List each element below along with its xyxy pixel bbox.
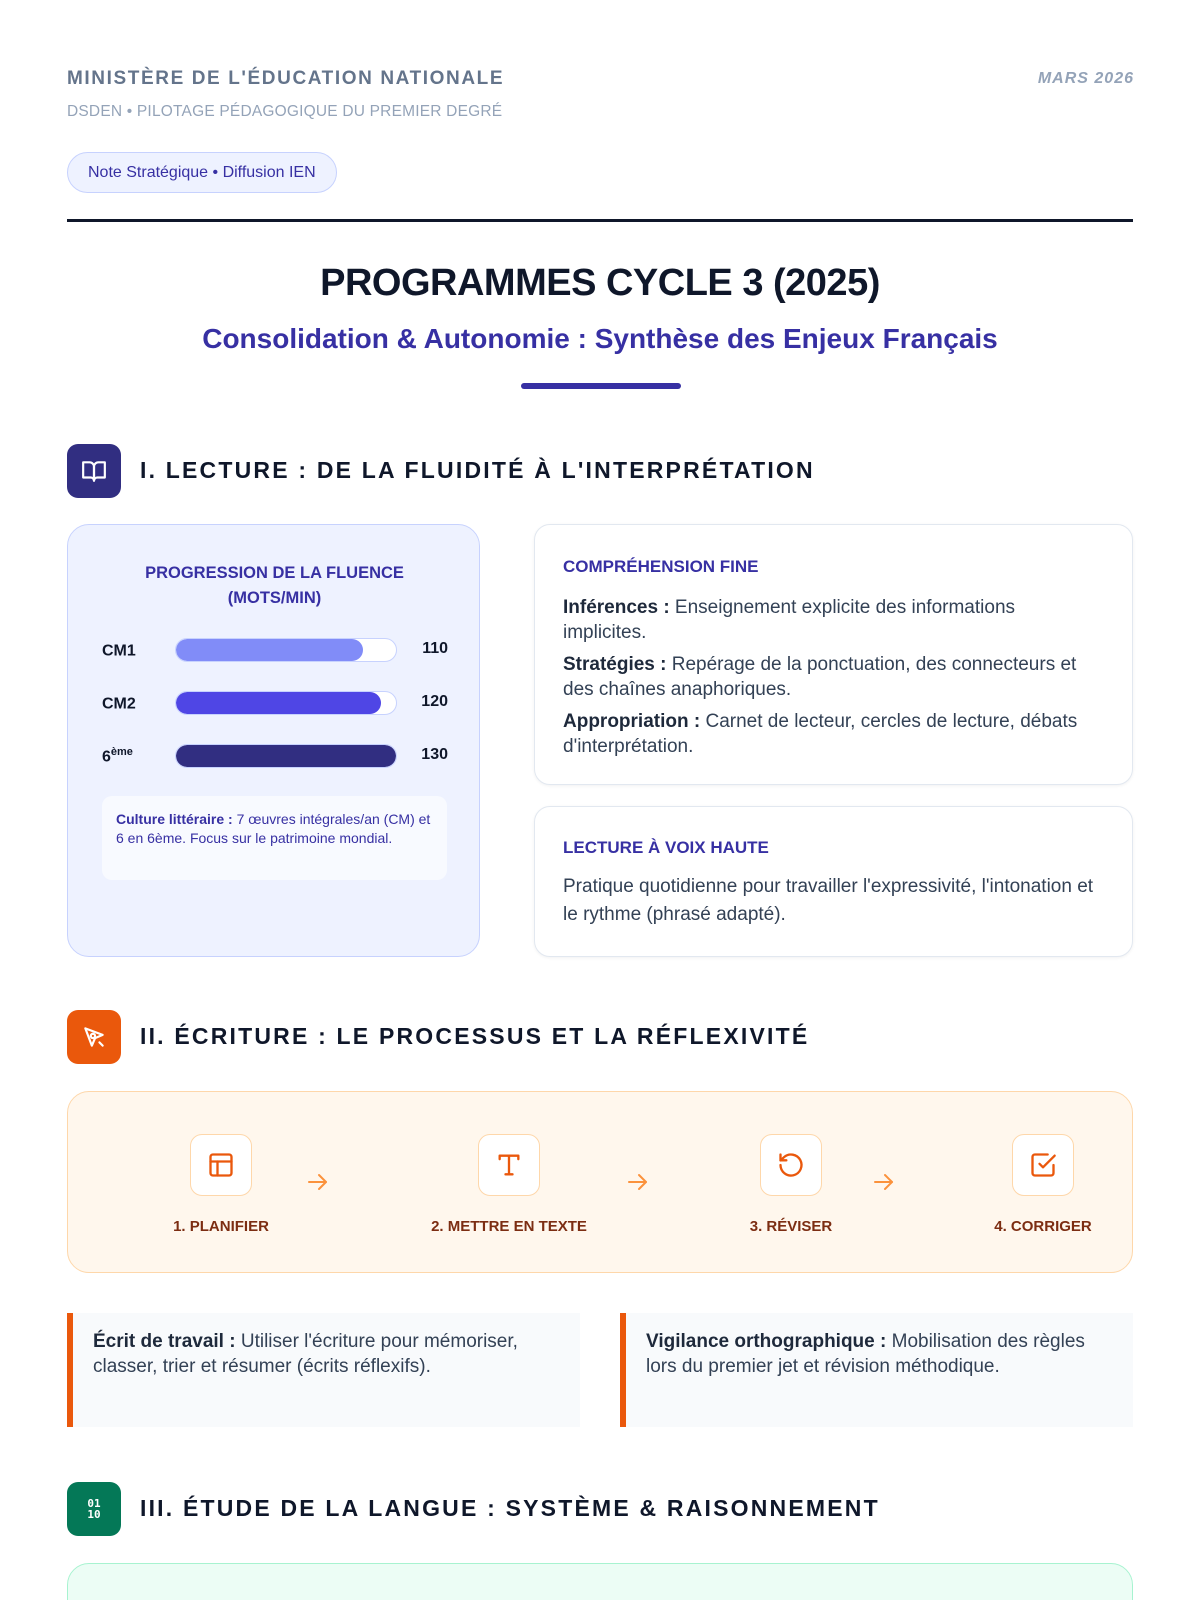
- langue-card: [67, 1563, 1133, 1600]
- comprehension-item: Stratégies : Repérage de la ponctuation, des connecteurs et des chaînes anaphoriques.: [563, 654, 1077, 700]
- comprehension-card: [534, 524, 1133, 785]
- page-subtitle: Consolidation & Autonomie : Synthèse des Enjeux Français: [202, 323, 998, 354]
- pen-tool-icon: [67, 1010, 121, 1064]
- arrow-right-icon: [872, 1172, 896, 1192]
- check-square-icon: [1012, 1134, 1074, 1196]
- book-icon: [67, 444, 121, 498]
- document-date: MARS 2026: [1037, 70, 1134, 87]
- bar-fill: [176, 692, 381, 714]
- ministry-name: MINISTÈRE DE L'ÉDUCATION NATIONALE: [67, 68, 505, 89]
- culture-text: 7 œuvres intégrales/an (CM) et 6 en 6ème. Focus sur le patrimoine mondial.: [116, 811, 431, 846]
- bar-fill: [176, 745, 396, 767]
- bar-track: [175, 691, 397, 715]
- title-underline: [521, 383, 681, 389]
- section-langue-title: III. ÉTUDE DE LA LANGUE : SYSTÈME & RAISONNEMENT: [140, 1495, 880, 1521]
- bar-value: 130: [421, 746, 448, 763]
- step-label: 4. CORRIGER: [994, 1218, 1092, 1235]
- layout-icon: [190, 1134, 252, 1196]
- comprehension-item: Appropriation : Carnet de lecteur, cercles de lecture, débats d'interprétation.: [563, 711, 1078, 757]
- comprehension-title: COMPRÉHENSION FINE: [563, 557, 759, 576]
- callout-vigilance: Vigilance orthographique : Mobilisation des règles lors du premier jet et révision méthodique.: [620, 1313, 1133, 1427]
- fluence-title-line2: (MOTS/MIN): [227, 589, 322, 607]
- fluence-card: [67, 524, 480, 957]
- bar-label: 6ème: [102, 746, 133, 766]
- fluence-row-cm2: [102, 688, 448, 718]
- voix-haute-title: LECTURE À VOIX HAUTE: [563, 838, 769, 857]
- bar-fill: [176, 639, 363, 661]
- section-lecture-title: I. LECTURE : DE LA FLUIDITÉ À L'INTERPRÉTATION: [140, 457, 815, 483]
- page-title: PROGRAMMES CYCLE 3 (2025): [320, 262, 880, 304]
- bar-value: 110: [422, 640, 448, 657]
- header-divider: [67, 219, 1133, 222]
- arrow-right-icon: [306, 1172, 330, 1192]
- department-line: DSDEN • PILOTAGE PÉDAGOGIQUE DU PREMIER DEGRÉ: [67, 103, 503, 120]
- bar-track: [175, 638, 397, 662]
- diffusion-badge: Note Stratégique • Diffusion IEN: [67, 152, 337, 193]
- bar-value: 120: [421, 693, 448, 710]
- binary-icon-text: 01 10: [87, 1497, 101, 1521]
- fluence-title-line1: PROGRESSION DE LA FLUENCE: [145, 564, 404, 582]
- culture-litteraire-note: [102, 796, 447, 880]
- type-icon: [478, 1134, 540, 1196]
- fluence-row-cm1: [102, 635, 448, 665]
- writing-process-panel: [67, 1091, 1133, 1273]
- bar-label: CM1: [102, 642, 136, 660]
- fluence-chart-title: [68, 561, 481, 611]
- bar-label: CM2: [102, 695, 136, 713]
- comprehension-item: Inférences : Enseignement explicite des informations implicites.: [563, 597, 1016, 643]
- voix-haute-card: [534, 806, 1133, 957]
- step-label: 3. RÉVISER: [749, 1218, 833, 1235]
- arrow-right-icon: [626, 1172, 650, 1192]
- section-ecriture-title: II. ÉCRITURE : LE PROCESSUS ET LA RÉFLEXIVITÉ: [140, 1023, 810, 1049]
- binary-icon: [67, 1482, 121, 1536]
- fluence-row-6eme: [102, 741, 448, 771]
- voix-haute-text: Pratique quotidienne pour travailler l'expressivité, l'intonation et le rythme (phrasé adapté).: [563, 876, 1094, 925]
- rotate-ccw-icon: [760, 1134, 822, 1196]
- step-label: 2. METTRE EN TEXTE: [431, 1218, 587, 1235]
- culture-label: Culture littéraire :: [116, 811, 233, 827]
- bar-track: [175, 744, 397, 768]
- step-label: 1. PLANIFIER: [173, 1218, 269, 1235]
- callout-ecrit-travail: Écrit de travail : Utiliser l'écriture pour mémoriser, classer, trier et résumer (écrits réflexifs).: [67, 1313, 580, 1427]
